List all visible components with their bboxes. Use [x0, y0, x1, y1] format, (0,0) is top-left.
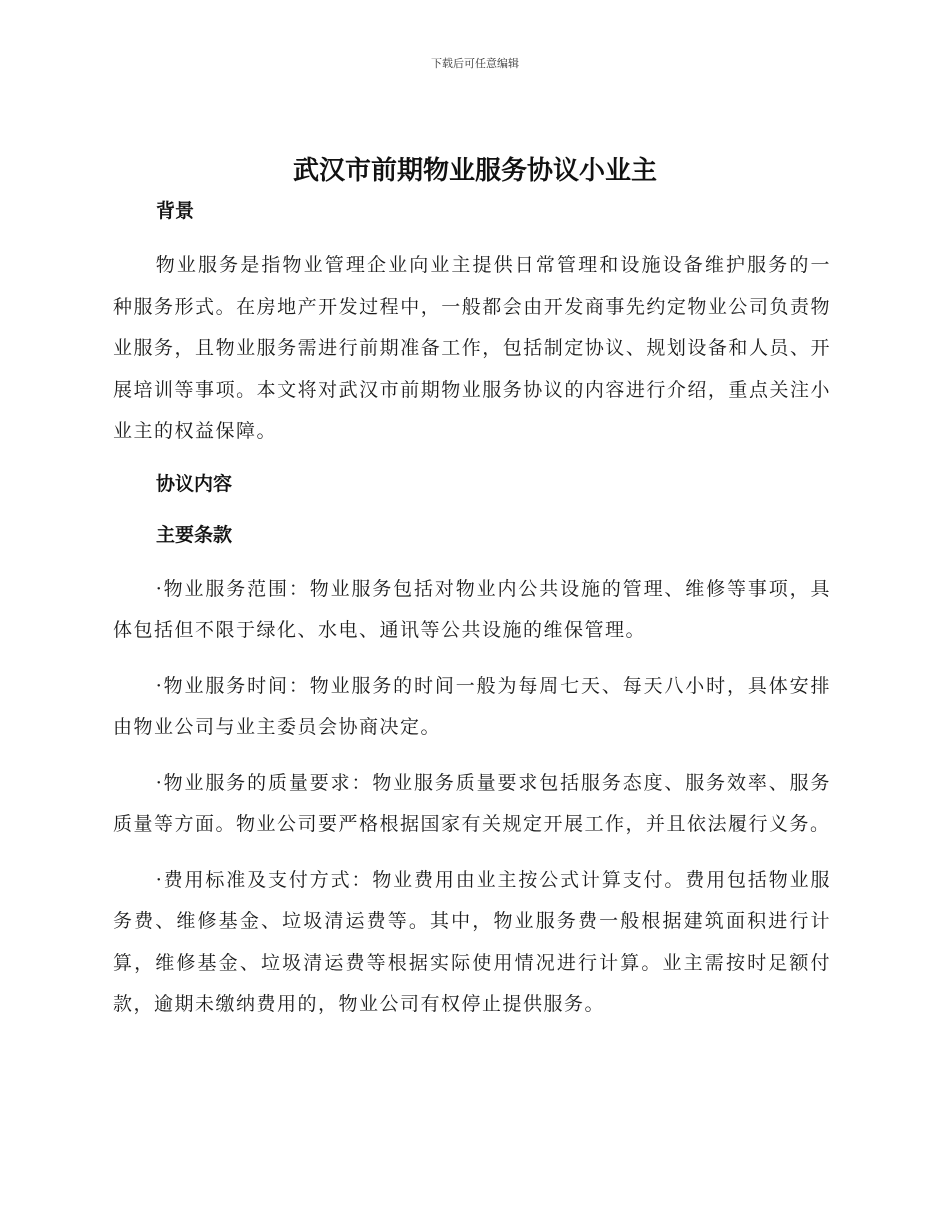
term-item-quality: ·物业服务的质量要求：物业服务质量要求包括服务态度、服务效率、服务质量等方面。物业公司要严格根据国家有关规定开展工作，并且依法履行义务。 — [113, 771, 831, 835]
header-note: 下载后可任意编辑 — [431, 57, 519, 70]
background-heading: 背景 — [156, 200, 195, 222]
term-item-service-scope: ·物业服务范围：物业服务包括对物业内公共设施的管理、维修等事项，具体包括但不限于绿化、水电、通讯等公共设施的维保管理。 — [113, 577, 831, 641]
main-terms-heading: 主要条款 — [156, 523, 233, 546]
protocol-heading: 协议内容 — [156, 472, 233, 495]
term-item-service-time: ·物业服务时间：物业服务的时间一般为每周七天、每天八小时，具体安排由物业公司与业主委员会协商决定。 — [113, 674, 831, 738]
term-item-fees: ·费用标准及支付方式：物业费用由业主按公式计算支付。费用包括物业服务费、维修基金、垃圾清运费等。其中，物业服务费一般根据建筑面积进行计算，维修基金、垃圾清运费等根据实际使用情况进行计算。业主需按时足额付款，逾期未缴纳费用的，物业公司有权停止提供服务。 — [113, 868, 831, 1015]
document-title: 武汉市前期物业服务协议小业主 — [292, 156, 657, 186]
document-body — [113, 194, 831, 1026]
background-paragraph: 物业服务是指物业管理企业向业主提供日常管理和设施设备维护服务的一种服务形式。在房地产开发过程中，一般都会由开发商事先约定物业公司负责物业服务，且物业服务需进行前期准备工作，包括制定协议、规划设备和人员、开展培训等事项。本文将对武汉市前期物业服务协议的内容进行介绍，重点关注小业主的权益保障。 — [113, 254, 831, 442]
